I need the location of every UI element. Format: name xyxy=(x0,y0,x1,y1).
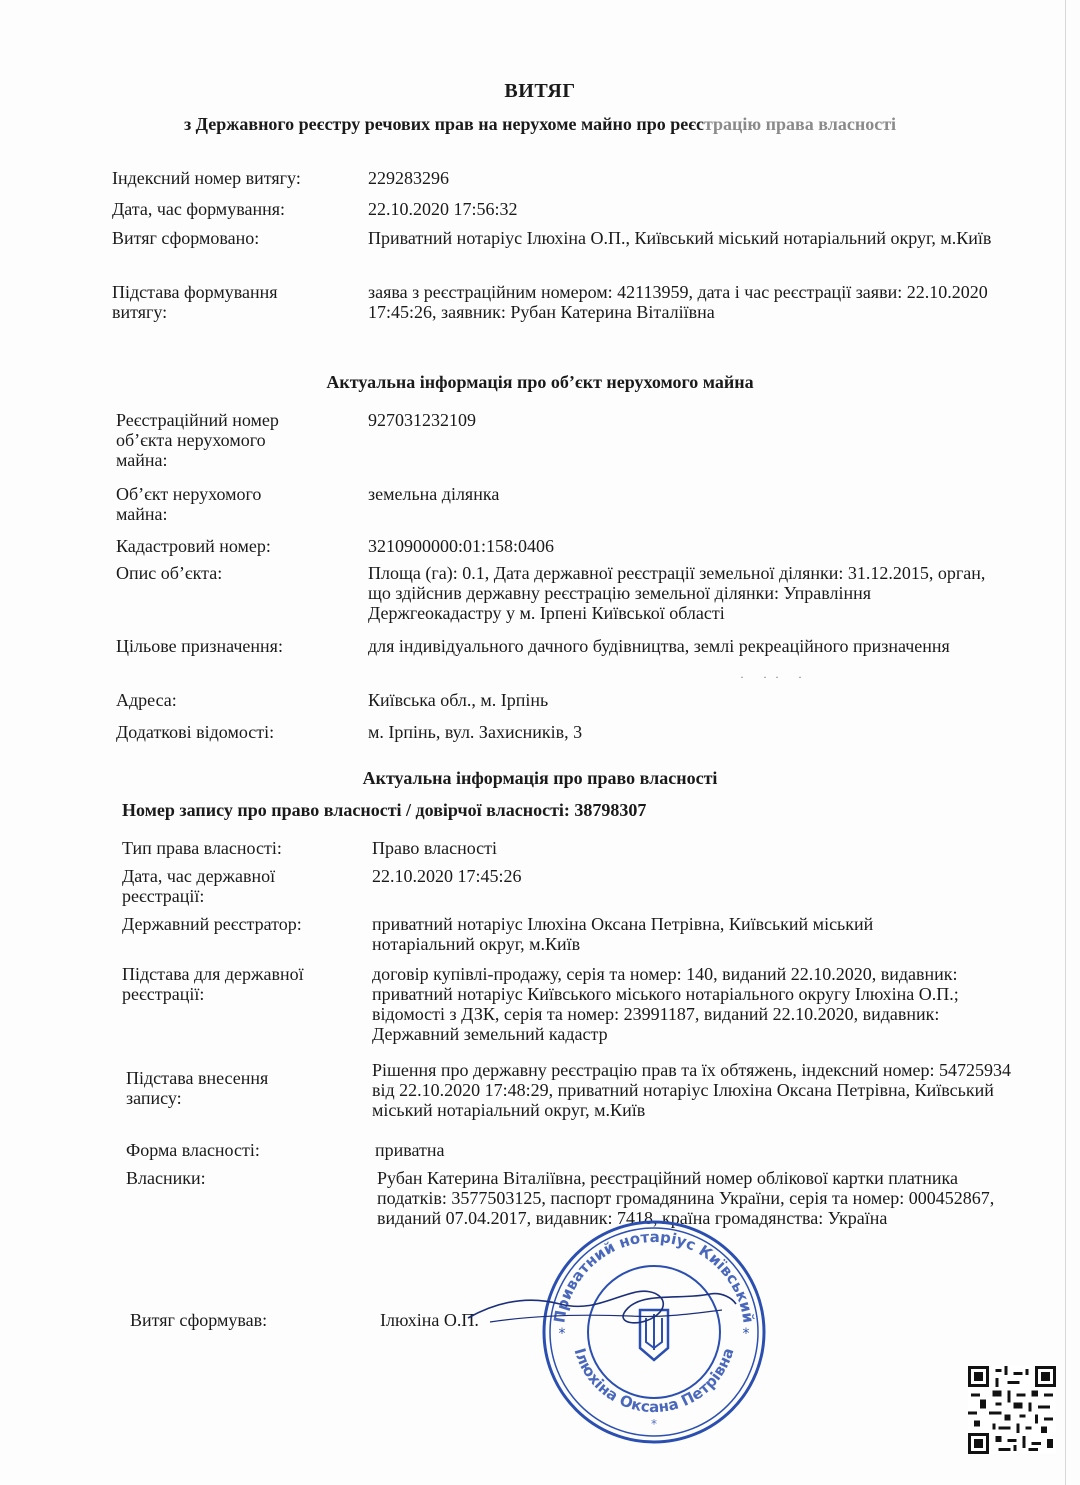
scan-edge-line xyxy=(1065,0,1066,1485)
qr-code xyxy=(968,1366,1056,1454)
field-value: Київська обл., м. Ірпінь xyxy=(368,690,549,710)
signer-label: Витяг сформував: xyxy=(130,1310,268,1330)
field-value: для індивідуального дачного будівництва, землі рекреаційного призначення xyxy=(368,636,950,656)
field-value: Площа (га): 0.1, Дата державної реєстрації земельної ділянки: 31.12.2015, орган, що здійснив державну реєстрацію земельної ділянки: Управління Держгеокадастру у м. Ірпені Київської області xyxy=(368,563,986,623)
notary-signature xyxy=(460,1270,740,1350)
field-label: Індексний номер витягу: xyxy=(112,168,301,188)
field-value: земельна ділянка xyxy=(368,484,500,504)
field-value: 22.10.2020 17:45:26 xyxy=(372,866,522,886)
subtitle-faded: трацію права власності xyxy=(703,114,897,134)
field-label: Опис об’єкта: xyxy=(116,563,223,583)
subtitle-main: з Державного реєстру речових прав на нерухоме майно про реєс xyxy=(183,114,704,134)
signer-value: Ілюхіна О.П. xyxy=(380,1310,479,1330)
ownership-record-heading: Номер запису про право власності / довірчої власності: 38798307 xyxy=(122,800,647,820)
field-value: Право власності xyxy=(372,838,498,858)
svg-text:*: * xyxy=(558,1326,566,1342)
field-label: Підстава формування витягу: xyxy=(112,282,278,322)
field-label: Підстава внесення запису: xyxy=(126,1068,269,1108)
field-label: Реєстраційний номер об’єкта нерухомого майна: xyxy=(116,410,279,470)
svg-text:Приватний нотаріус Київський: Приватний нотаріус Київський xyxy=(550,1227,758,1325)
field-value: приватний нотаріус Ілюхіна Оксана Петрівна, Київський міський нотаріальний округ, м.Київ xyxy=(372,914,874,954)
field-value: 3210900000:01:158:0406 xyxy=(368,536,555,556)
document-title: ВИТЯГ xyxy=(504,80,576,102)
field-value: 229283296 xyxy=(368,168,449,188)
field-value: Рішення про державну реєстрацію прав та їх обтяжень, індексний номер: 54725934 від 22.10.2020 17:48:29, приватний нотаріус Ілюхіна Оксана Петрівна, Київський міський нотаріальний округ, м.Київ xyxy=(372,1060,1012,1120)
scan-specks: · ·· · xyxy=(740,670,810,684)
ownership-section-title: Актуальна інформація про право власності xyxy=(362,768,718,788)
field-label: Цільове призначення: xyxy=(116,636,283,656)
field-value: м. Ірпінь, вул. Захисників, 3 xyxy=(368,722,583,742)
field-value: приватна xyxy=(375,1140,445,1160)
field-value: договір купівлі-продажу, серія та номер: 140, виданий 22.10.2020, видавник: приватний нотаріус Київського міського нотаріального округу Ілюхіна О.П.; відомості з ДЗК, серія та номер: 23991187, виданий 22.10.2020, видавник: Державний земельний кадастр xyxy=(372,964,959,1044)
field-label: Дата, час державної реєстрації: xyxy=(122,866,276,906)
svg-text:*: * xyxy=(651,1417,657,1431)
property-section-title: Актуальна інформація про об’єкт нерухомого майна xyxy=(326,372,754,392)
field-label: Кадастровий номер: xyxy=(116,536,271,556)
field-label: Адреса: xyxy=(116,690,177,710)
field-label: Дата, час формування: xyxy=(112,199,285,219)
field-value: Рубан Катерина Віталіївна, реєстраційний номер облікової картки платника податків: 3577503125, паспорт громадянина України, серія та номер: 000452867, виданий 07.04.2017, видавник: 7418, країна громадянства: Україна xyxy=(377,1168,995,1228)
field-label: Тип права власності: xyxy=(122,838,282,858)
document-subtitle xyxy=(60,114,1020,135)
field-label: Додаткові відомості: xyxy=(116,722,275,742)
field-value: заява з реєстраційним номером: 42113959, дата і час реєстрації заяви: 22.10.2020 17:45:26, заявник: Рубан Катерина Віталіївна xyxy=(368,282,988,322)
field-label: Державний реєстратор: xyxy=(122,914,302,934)
field-label: Форма власності: xyxy=(126,1140,260,1160)
field-label: Підстава для державної реєстрації: xyxy=(122,964,304,1004)
svg-text:Ілюхіна Оксана Петрівна: Ілюхіна Оксана Петрівна xyxy=(570,1345,738,1417)
field-value: 22.10.2020 17:56:32 xyxy=(368,199,518,219)
field-value: Приватний нотаріус Ілюхіна О.П., Київський міський нотаріальний округ, м.Київ xyxy=(368,228,992,248)
field-value: 927031232109 xyxy=(368,410,476,430)
field-label: Власники: xyxy=(126,1168,206,1188)
field-label: Об’єкт нерухомого майна: xyxy=(116,484,262,524)
field-label: Витяг сформовано: xyxy=(112,228,260,248)
svg-text:*: * xyxy=(742,1326,750,1342)
